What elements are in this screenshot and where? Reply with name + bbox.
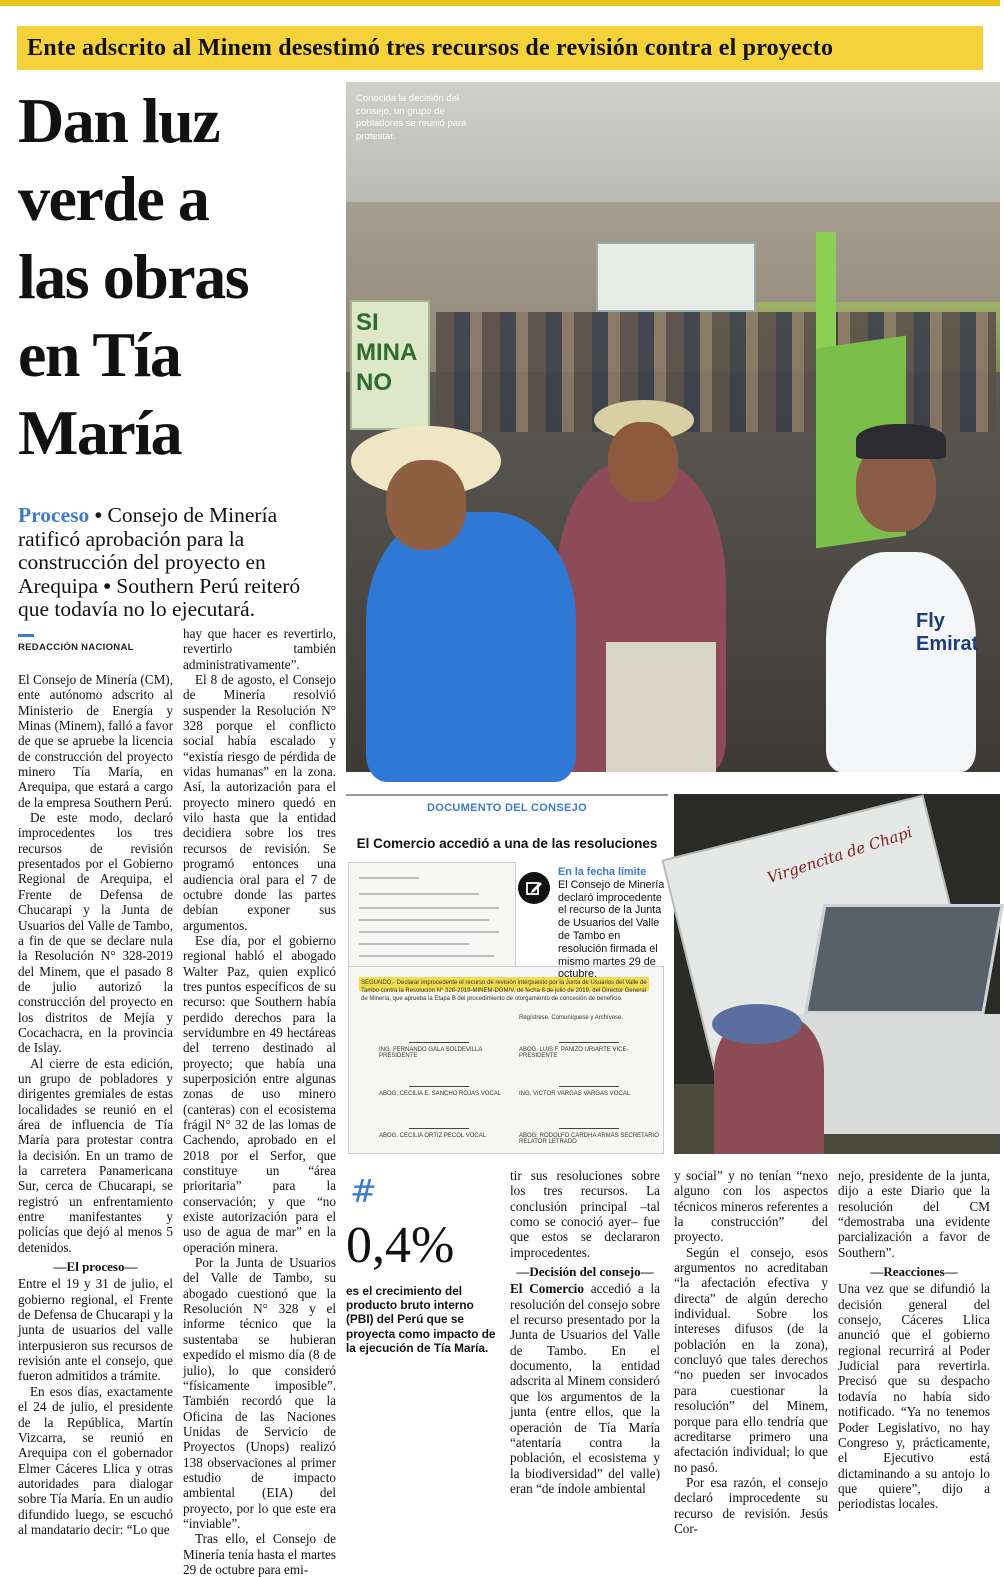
truck-photo xyxy=(674,794,1000,1154)
signature xyxy=(409,1071,469,1087)
doc-line xyxy=(359,943,469,945)
doc-line xyxy=(359,877,419,879)
protester-center-face xyxy=(608,422,678,502)
deck-label: Proceso xyxy=(18,503,90,527)
column-2 xyxy=(183,626,336,1577)
signature xyxy=(409,1113,469,1129)
doc-line xyxy=(359,919,489,921)
column-1 xyxy=(18,672,173,1537)
col2-paragraph: Ese día, por el gobierno regional habló el abogado Walter Paz, quien explicó tres puntos específicos de su recurso: que Southern había perdido derechos para la servidumbre en 49 hectáreas del terreno destinado al proyecto; que había una superposición entre algunas zonas de uso minero (canteras) con el ecosistema frágil N° 32 de las lomas de Cachendo, aprobado en el 2018 por el Serfor, que constituye un “área prioritaria” para la conservación; y que “no existe autorización para el uso de agua de mar” en la operación minera. xyxy=(183,932,336,1255)
col2-paragraph: Tras ello, el Consejo de Minería tenía hasta el martes 29 de octubre para emi- xyxy=(183,1531,336,1577)
col5-paragraph: Por esa razón, el consejo declaró improcedente su recurso de revisión. Jesús Cor- xyxy=(674,1474,828,1536)
deck xyxy=(18,504,336,622)
col1-paragraph: Al cierre de esta edición, un grupo de pobladores y dirigentes gremiales de estas localidades se reunió en el área de influencia de Tía María para protestar contra la decisión. En un tramo de la carretera Panamericana Sur, cerca de Chucarapi, se registró un enfrentamiento entre manifestantes y policías que dejó al menos 5 detenidos. xyxy=(18,1055,173,1255)
signature xyxy=(409,1027,469,1043)
col1-paragraph: De este modo, declaró improcedentes los tres recursos de revisión presentados por el Gobierno Regional de Arequipa, el Frente de Defensa de Chucarapi y la Junta de Usuarios del Valle de Tambo, a fin de que se declare nula la Resolución N° 328-2019 del Minem, que el pasado 8 de julio autorizó la construcción del proyecto en los distritos de Mejía y Cocachacra, en la provincia de Islay. xyxy=(18,810,173,1056)
document-detail xyxy=(348,966,664,1154)
edit-document-icon xyxy=(518,872,550,904)
doc-sig-6: ABOG. RODOLFO CARDHA ARMAS SECRETARIO RELATOR LETRADO xyxy=(519,1133,659,1145)
deck-text-1: Consejo de Minería ratificó aprobación para la construcción del proyecto en Arequipa xyxy=(18,503,278,598)
signature xyxy=(559,1071,619,1087)
doc-sig-5: ABOG. CECILIA ORTIZ PECOL VOCAL xyxy=(379,1133,487,1139)
col4-paragraph: accedió a la resolución del consejo sobre el recurso presentado por la Junta de Usuarios del Valle de Tambo. En el documento, la entidad adscrita al Minem consideró que los argumentos de la junta (entre ellos, que la operación de Tía María “atentaría contra la población, el ecosistema y la biodiversidad” del valle) eran “de índole ambiental xyxy=(510,1281,660,1496)
col1-subhead: —El proceso— xyxy=(53,1259,138,1275)
protest-sign-text: SI MINA NO xyxy=(356,309,418,396)
byline-rule xyxy=(18,634,34,637)
main-photo-caption: Conocida la decisión del consejo, un grupo de pobladores se reunió para protestar. xyxy=(356,93,467,142)
signature xyxy=(559,1027,619,1043)
protester-right-cap xyxy=(856,424,946,459)
document-rule xyxy=(346,794,668,796)
kicker-strip xyxy=(17,26,983,70)
document-box xyxy=(346,794,668,1154)
deck-bullet-1: • xyxy=(94,503,103,527)
doc-line xyxy=(359,931,499,933)
stat-description: es el crecimiento del producto bruto interno (PBI) del Perú que se proyecta como impacto de la ejecución de Tía María. xyxy=(346,1284,496,1355)
doc-sig-2: ABOG. LUIS F. PANIZO URIARTE VICE-PRESIDENTE xyxy=(519,1047,629,1059)
byline: REDACCIÓN NACIONAL xyxy=(18,642,134,653)
stat-value: 0,4% xyxy=(346,1217,455,1274)
col1-paragraph: Entre el 19 y 31 de julio, el gobierno regional, el Frente de Defensa de Chucarapi y la junta de usuarios del valle interpusieron sus recursos de revisión ante el consejo, que fueron admitidos a trámite. xyxy=(18,1276,173,1384)
col4-subhead: —Decisión del consejo— xyxy=(516,1264,654,1280)
column-5 xyxy=(674,1168,828,1536)
headline-line-1: Dan luz xyxy=(18,85,220,156)
doc-sig-1: ING. FERNANDO GALA SOLDEVILLA PRESIDENTE xyxy=(379,1047,483,1059)
headline-line-4: en Tía xyxy=(18,319,181,390)
headline-line-5: María xyxy=(18,397,182,468)
col2-paragraph: Por la Junta de Usuarios del Valle de Tambo, su abogado cuestionó que la Resolución N° 328 y el informe técnico que la sustentaba se hubieran expedido el mismo día (8 de julio), lo que consideró “físicamente imposible”. También recordó que la Oficina de las Naciones Unidas de Servicio de Proyectos (Unops) realizó 138 observaciones al primer estudio de impacto ambiental (EIA) del proyecto, por lo que este era “inviable”. xyxy=(183,1255,336,1531)
stat-hash-icon: # xyxy=(350,1172,377,1210)
shirt-text: Fly Emirat xyxy=(916,610,979,655)
col6-subhead: —Reacciones— xyxy=(870,1264,958,1280)
col2-paragraph: El 8 de agosto, el Consejo de Minería resolvió suspender la Resolución N° 328 porque el conflicto social había escalado y “existía riesgo de pérdida de vidas humanas” en la zona. Así, la autorización para el proyecto minero quedó en vilo hasta que la entidad decidiera sobre los tres recursos de revisión. Se programó entonces una audiencia oral para el 7 de octubre donde las partes debían exponer sus argumentos. xyxy=(183,672,336,933)
deck-bullet-2: • xyxy=(103,573,111,598)
document-title: El Comercio accedió a una de las resoluciones xyxy=(356,836,658,851)
photo-truck-shape xyxy=(596,242,756,312)
deck-text-2: Southern Perú reiteró que todavía no lo ejecutará. xyxy=(18,573,301,621)
document-side-text: El Consejo de Minería declaró improcedente el recurso de la Junta de Usuarios del Valle de Tambo en resolución firmada el mismo martes 29 de octubre. xyxy=(558,878,665,981)
column-6 xyxy=(838,1168,990,1512)
col5-paragraph: Según el consejo, esos argumentos no acreditaban “la afectación efectiva y directa” de algún derecho individual. Sobre los intereses difusos (de la población en la zona), concluyó que tales derechos “no pueden ser invocados para cuestionar la resolución” del Minem, porque para ello tendría que acreditarse primero una afectación individual; lo que no pasó. xyxy=(674,1244,828,1475)
protester-bag xyxy=(606,642,716,772)
kicker-text: Ente adscrito al Minem desestimó tres recursos de revisión contra el proyecto xyxy=(27,34,834,61)
kicker-bar xyxy=(0,0,1000,72)
headline xyxy=(18,82,338,472)
col4-lead: El Comercio xyxy=(510,1281,584,1297)
photo-crowd xyxy=(436,312,996,432)
col2-paragraph: hay que hacer es revertirlo, revertirlo también administrativamente”. xyxy=(183,626,336,672)
col1-paragraph: En esos días, exactamente el 24 de julio, el presidente de la República, Martín Vizcarra, se reunió en Arequipa con el gobernador Elmer Cáceres Llica y otras autoridades para dialogar sobre Tía María. En un audio difundido luego, se escuchó al mandatario decir: “Lo que xyxy=(18,1383,173,1537)
column-4 xyxy=(510,1168,660,1496)
protester-left-face xyxy=(386,460,466,550)
col5-paragraph: y social” y no tenían “nexo alguno con los aspectos técnicos mineros referentes a la construcción” del proyecto. xyxy=(674,1168,828,1245)
col6-paragraph: nejo, presidente de la junta, dijo a este Diario que la resolución del CM “demostraba una evidente parcialización a favor de Southern”. xyxy=(838,1168,990,1260)
doc-line xyxy=(359,893,479,895)
woman-hat xyxy=(712,1004,802,1044)
truck-cab xyxy=(794,1014,1000,1134)
document-side-head: En la fecha límite xyxy=(558,866,647,878)
truck-script: Virgencita de Chapi xyxy=(764,823,915,887)
doc-segundo: SEGUNDO.- Declarar improcedente el recurso de revisión interpuesto por la Junta de Usuarios del Valle de Tambo contra la Resolución N° 328-2019-MINEM-DGM/V, de fecha 8 de julio de 2019, del Director General de Minería, que aprueba la Etapa B del procedimiento de otorgamiento de concesión de beneficio. xyxy=(361,980,647,1002)
main-photo xyxy=(346,82,1000,772)
document-kicker: DOCUMENTO DEL CONSEJO xyxy=(427,802,587,814)
doc-sig-3: ABOG. CECILIA E. SANCHO ROJAS VOCAL xyxy=(379,1091,502,1097)
broken-windshield xyxy=(804,904,1003,1014)
doc-registrese: Regístrese, Comuníquese y Archívese. xyxy=(519,1015,624,1021)
protester-right xyxy=(826,552,976,772)
headline-line-2: verde a xyxy=(18,163,209,234)
doc-line xyxy=(359,955,494,957)
headline-line-3: las obras xyxy=(18,241,249,312)
col1-paragraph: El Consejo de Minería (CM), ente autónomo adscrito al Ministerio de Energía y Minas (Minem), falló a favor de que se apruebe la licencia de construcción del proyecto minero Tía María, en Arequipa, que estará a cargo de la empresa Southern Perú. xyxy=(18,672,173,810)
doc-line xyxy=(359,907,499,909)
col4-paragraph: tir sus resoluciones sobre los tres recursos. La conclusión principal –tal como se conoció ayer– fue que estos se declararon improcedentes. xyxy=(510,1168,660,1260)
signature xyxy=(559,1113,619,1129)
document-side-note xyxy=(558,866,670,981)
protest-sign xyxy=(350,300,430,430)
col6-paragraph: Una vez que se difundió la decisión general del consejo, Cáceres Llica anunció que el gobierno regional recurrirá al Poder Judicial para revertirla. Precisó que su despacho todavía no había sido notificado. “Ya no tenemos Poder Legislativo, no hay Congreso y, prácticamente, el Ejecutivo está dictaminando a su antojo lo que quiere”, dijo a periodistas locales. xyxy=(838,1281,990,1512)
doc-sig-4: ING. VICTOR VARGAS VARGAS VOCAL xyxy=(519,1091,631,1097)
protester-left xyxy=(366,512,576,782)
